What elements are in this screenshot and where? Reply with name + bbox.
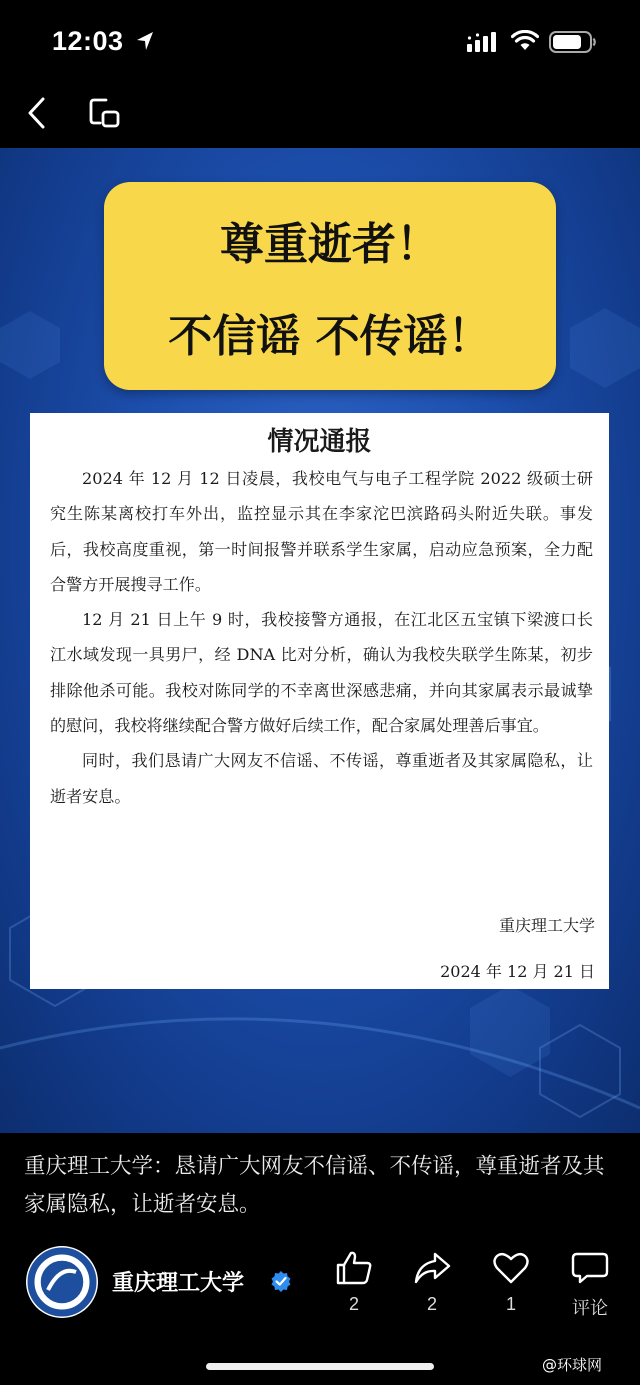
notice-document bbox=[30, 413, 609, 989]
back-icon[interactable] bbox=[24, 96, 50, 130]
heart-icon bbox=[492, 1250, 530, 1286]
status-time: 12:03 bbox=[52, 26, 124, 56]
share-button[interactable] bbox=[402, 1250, 462, 1315]
banner-line-2: 不信谣 不传谣！ bbox=[168, 311, 492, 362]
status-bar bbox=[0, 0, 640, 80]
comment-icon bbox=[571, 1250, 609, 1286]
location-arrow-icon bbox=[135, 30, 155, 52]
avatar[interactable] bbox=[26, 1246, 98, 1318]
wifi-icon bbox=[511, 30, 539, 52]
verified-icon bbox=[270, 1270, 292, 1292]
comment-label: 评论 bbox=[572, 1298, 608, 1318]
home-indicator[interactable] bbox=[206, 1363, 434, 1370]
notice-body bbox=[50, 461, 593, 814]
signal-icon bbox=[467, 32, 499, 52]
post-caption: 重庆理工大学：恳请广大网友不信谣、不传谣，尊重逝者及其家属隐私，让逝者安息。 bbox=[24, 1154, 605, 1217]
like-button[interactable] bbox=[324, 1250, 384, 1315]
notice-title: 情况通报 bbox=[267, 427, 372, 457]
notice-paragraph: 同时，我们恳请广大网友不信谣、不传谣，尊重逝者及其家属隐私，让逝者安息。 bbox=[50, 751, 593, 806]
favorite-count: 1 bbox=[505, 1294, 516, 1314]
banner-line-1: 尊重逝者！ bbox=[220, 219, 440, 270]
share-icon bbox=[413, 1250, 451, 1286]
share-count: 2 bbox=[426, 1294, 437, 1314]
notice-date: 2024 年 12 月 21 日 bbox=[440, 962, 595, 981]
notice-paragraph: 12 月 21 日上午 9 时，我校接警方通报，在江北区五宝镇下梁渡口长江水域发现一具男尸，经 DNA 比对分析，确认为我校失联学生陈某，初步排除他杀可能。我校对陈同学的不幸离世深感悲痛，并向其家属表示最诚挚的慰问，我校将继续配合警方做好后续工作，配合家属处理善后事宜。 bbox=[50, 610, 593, 736]
battery-icon bbox=[549, 31, 597, 53]
notice-signer: 重庆理工大学 bbox=[498, 916, 595, 935]
like-count: 2 bbox=[348, 1294, 359, 1314]
thumbs-up-icon bbox=[335, 1250, 373, 1286]
watermark: @环球网 bbox=[542, 1356, 603, 1374]
notice-paragraph: 2024 年 12 月 12 日凌晨，我校电气与电子工程学院 2022 级硕士研究生陈某离校打车外出，监控显示其在李家沱巴滨路码头附近失联。事发后，我校高度重视，第一时间报警并联系学生家属，启动应急预案，全力配合警方开展搜寻工作。 bbox=[50, 469, 593, 594]
author-name[interactable]: 重庆理工大学 bbox=[112, 1271, 245, 1296]
comment-button[interactable] bbox=[560, 1250, 620, 1320]
headline-banner bbox=[104, 182, 556, 390]
picture-in-picture-icon[interactable] bbox=[88, 96, 122, 130]
favorite-button[interactable] bbox=[481, 1250, 541, 1315]
